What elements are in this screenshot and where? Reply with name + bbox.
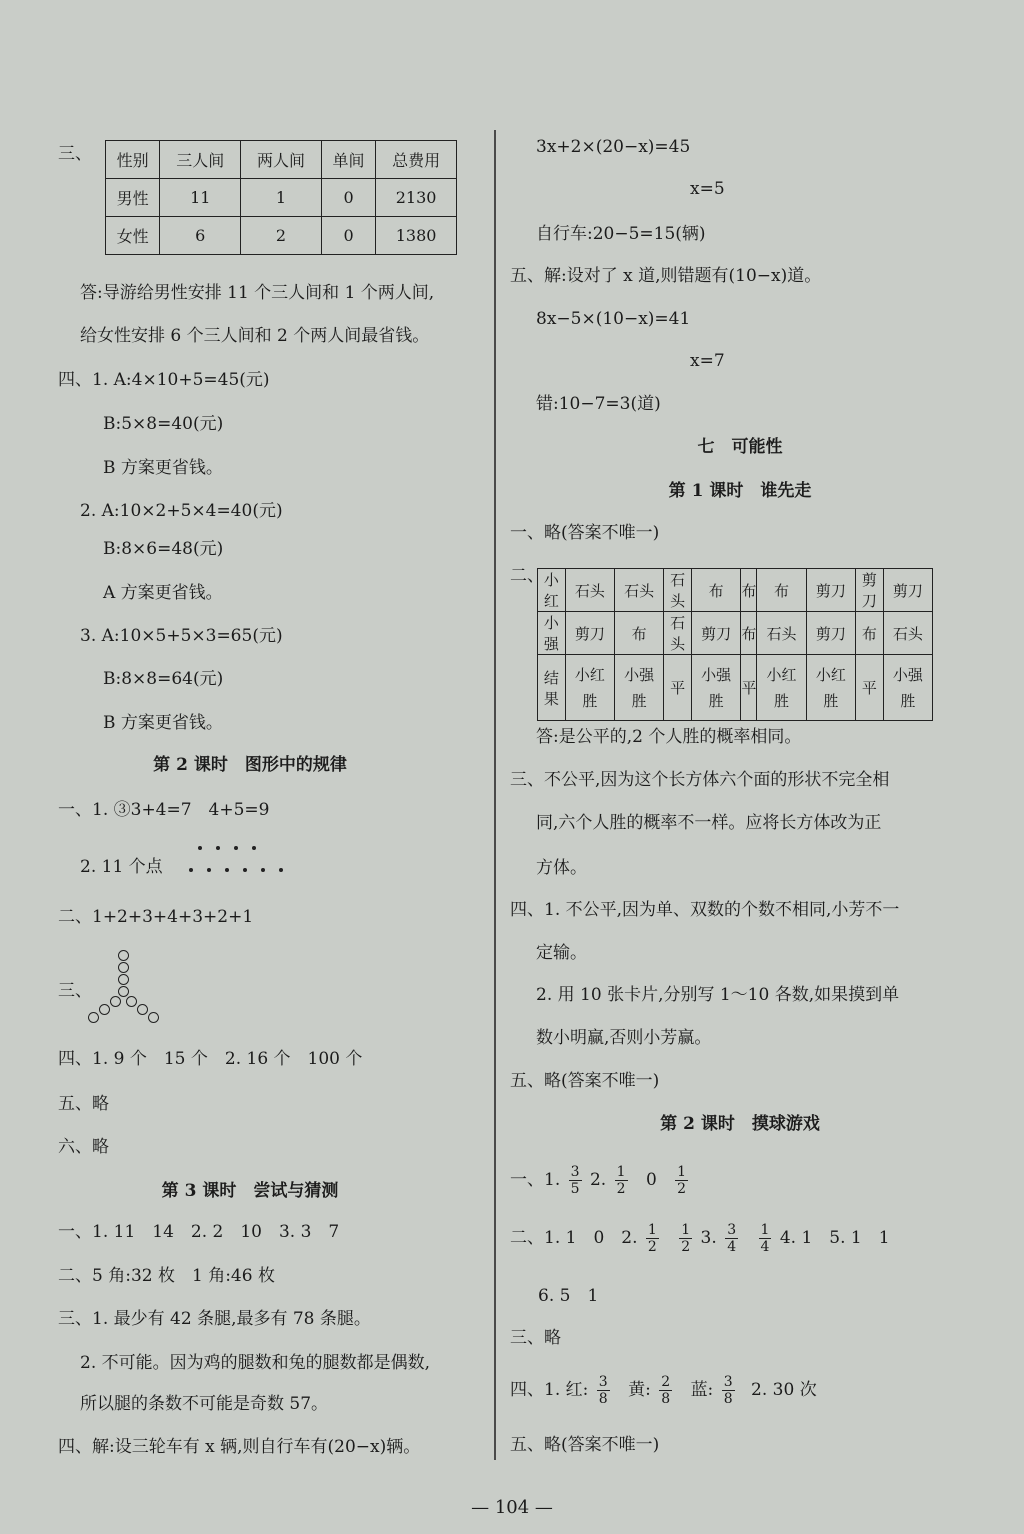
table-cell: 布: [741, 569, 757, 612]
table-cell: 2130: [376, 179, 457, 217]
dot: [225, 868, 229, 872]
answer-line: 五、略: [58, 1094, 109, 1114]
answer-line: 三、不公平,因为这个长方体六个面的形状不完全相: [510, 770, 890, 790]
circle: [118, 974, 129, 985]
numerator: 1: [760, 1222, 770, 1238]
table-header: 性别: [106, 141, 160, 179]
page-number: — 104 —: [471, 1497, 553, 1518]
answer-text: 一、1.: [510, 1170, 561, 1190]
dot: [207, 868, 211, 872]
denominator: 4: [727, 1239, 737, 1255]
answer-line: 五、略(答案不唯一): [510, 1071, 660, 1091]
table-cell: 石头: [664, 612, 692, 655]
table-cell: 11: [160, 179, 241, 217]
answer-text: 黄:: [628, 1380, 651, 1400]
fraction: [725, 1222, 738, 1255]
circle: [118, 986, 129, 997]
dot: [261, 868, 265, 872]
answer-line: 同,六个人胜的概率不一样。应将长方体改为正: [536, 813, 882, 833]
dot: [243, 868, 247, 872]
circle: [118, 950, 129, 961]
chapter-heading: 七 可能性: [697, 437, 783, 457]
table-cell: 小强胜: [615, 655, 664, 721]
lesson-heading: 第 3 课时 尝试与猜测: [161, 1181, 339, 1201]
table-cell: 0: [321, 179, 375, 217]
dot: [234, 846, 238, 850]
answer-line: 2. 不可能。因为鸡的腿数和兔的腿数都是偶数,: [80, 1353, 431, 1373]
circle: [137, 1004, 148, 1015]
numerator: 2: [661, 1374, 671, 1390]
answer-line: x=7: [690, 351, 725, 371]
denominator: 2: [677, 1181, 687, 1197]
answer-line: 五、略(答案不唯一): [510, 1435, 660, 1455]
lesson-heading: 第 2 课时 摸球游戏: [660, 1114, 820, 1134]
dot: [252, 846, 256, 850]
dot: [189, 868, 193, 872]
answer-text: 3.: [700, 1228, 717, 1248]
table-cell: 石头: [664, 569, 692, 612]
table-cell: 石头: [883, 612, 932, 655]
answer-line: 二、1+2+3+4+3+2+1: [58, 907, 254, 927]
answer-text: 蓝:: [690, 1380, 714, 1400]
answer-line: 四、1. 不公平,因为单、双数的个数不相同,小芳不一: [510, 900, 900, 920]
fraction: [659, 1374, 672, 1407]
answer-line: 三、略: [510, 1328, 561, 1348]
table-cell: 剪刀: [806, 612, 855, 655]
answer-line: B:8×6=48(元): [103, 539, 224, 559]
fraction: [759, 1222, 772, 1255]
answer-line: A 方案更省钱。: [103, 583, 223, 603]
answer-line: 三、1. 最少有 42 条腿,最多有 78 条腿。: [58, 1309, 371, 1329]
table-cell: 石头: [615, 569, 664, 612]
fraction: [646, 1222, 659, 1255]
table-cell: 布: [741, 612, 757, 655]
table-cell: 1: [241, 179, 322, 217]
circle: [88, 1012, 99, 1023]
table-cell: 布: [692, 569, 741, 612]
table-cell: 小红: [538, 569, 566, 612]
numerator: 3: [598, 1374, 608, 1390]
answer-line: 五、解:设对了 x 道,则错题有(10−x)道。: [510, 266, 822, 286]
table-cell: 平: [741, 655, 757, 721]
answer-text: 4. 1 5. 1 1: [779, 1228, 890, 1248]
answer-line: 六、略: [58, 1137, 109, 1157]
table-cell: 剪刀: [692, 612, 741, 655]
table-cell: 6: [160, 217, 241, 255]
numerator: 1: [677, 1164, 687, 1180]
column-divider: [494, 130, 496, 1460]
table-cell: 小红胜: [806, 655, 855, 721]
table-cell: 石头: [565, 569, 614, 612]
circle: [148, 1012, 159, 1023]
answer-line: B:5×8=40(元): [103, 414, 224, 434]
answer-line: 二、5 角:32 枚 1 角:46 枚: [58, 1266, 275, 1286]
dot-pattern: [188, 842, 298, 877]
fraction: [615, 1164, 628, 1197]
circle: [118, 962, 129, 973]
numerator: 1: [616, 1164, 626, 1180]
answer-line: 一、略(答案不唯一): [510, 523, 660, 543]
table-header: 两人间: [241, 141, 322, 179]
game-result-table: [537, 568, 933, 721]
answer-text: 四、1. 红:: [510, 1380, 589, 1400]
table-cell: 1380: [376, 217, 457, 255]
answer-line: 三、: [58, 981, 92, 1001]
answer-text: 0: [645, 1170, 657, 1190]
table-cell: 布: [757, 569, 806, 612]
table-cell: 女性: [106, 217, 160, 255]
answer-text: 二、1. 1 0 2.: [510, 1228, 638, 1248]
fraction: [722, 1374, 735, 1407]
table-cell: 小强胜: [692, 655, 741, 721]
table-cell: 布: [856, 612, 884, 655]
table-cell: 剪刀: [883, 569, 932, 612]
fraction: [569, 1164, 582, 1197]
answer-line: 自行车:20−5=15(辆): [536, 224, 706, 244]
table-cell: 小红胜: [757, 655, 806, 721]
answer-line: 8x−5×(10−x)=41: [536, 309, 691, 329]
denominator: 8: [723, 1391, 733, 1407]
answer-line: 给女性安排 6 个三人间和 2 个两人间最省钱。: [80, 326, 430, 346]
answer-line: 四、1. 9 个 15 个 2. 16 个 100 个: [58, 1049, 363, 1069]
answer-line: 错:10−7=3(道): [536, 394, 661, 414]
table-cell: 2: [241, 217, 322, 255]
answer-line: 四、解:设三轮车有 x 辆,则自行车有(20−x)辆。: [58, 1437, 421, 1457]
answer-line: 四、1. A:4×10+5=45(元): [58, 370, 270, 390]
numerator: 1: [681, 1222, 691, 1238]
answer-line: 二、: [510, 566, 544, 586]
dot: [198, 846, 202, 850]
room-cost-table: [105, 140, 457, 255]
table-cell: 小强: [538, 612, 566, 655]
denominator: 8: [661, 1391, 671, 1407]
table-cell: 0: [321, 217, 375, 255]
answer-line: 6. 5 1: [538, 1286, 599, 1306]
fraction: [597, 1374, 610, 1407]
numerator: 3: [727, 1222, 737, 1238]
answer-line: 一、1. 11 14 2. 2 10 3. 3 7: [58, 1222, 340, 1242]
numerator: 3: [723, 1374, 733, 1390]
fraction-answer-line: [510, 1160, 691, 1200]
fraction: [675, 1164, 688, 1197]
denominator: 8: [598, 1391, 608, 1407]
numerator: 1: [647, 1222, 657, 1238]
answer-line: 3. A:10×5+5×3=65(元): [80, 626, 283, 646]
answer-line: B 方案更省钱。: [103, 458, 223, 478]
table-cell: 剪刀: [565, 612, 614, 655]
fraction-answer-line: [510, 1370, 817, 1410]
answer-line: 2. A:10×2+5×4=40(元): [80, 501, 283, 521]
denominator: 2: [681, 1239, 691, 1255]
table-cell: 小强胜: [883, 655, 932, 721]
answer-line: 数小明赢,否则小芳赢。: [536, 1028, 712, 1048]
table-header: 单间: [321, 141, 375, 179]
answer-text: 2.: [589, 1170, 607, 1190]
circle: [110, 996, 121, 1007]
table-header: 总费用: [376, 141, 457, 179]
denominator: 4: [760, 1239, 770, 1255]
fraction-answer-line: [510, 1218, 890, 1258]
denominator: 2: [616, 1181, 626, 1197]
lesson-heading: 第 2 课时 图形中的规律: [153, 755, 347, 775]
table-cell: 结果: [538, 655, 566, 721]
answer-line: 定输。: [536, 943, 587, 963]
answer-line: 2. 用 10 张卡片,分别写 1～10 各数,如果摸到单: [536, 985, 900, 1005]
denominator: 2: [647, 1239, 657, 1255]
circle-pattern: [84, 948, 164, 1028]
dot: [216, 846, 220, 850]
table-cell: 小红胜: [565, 655, 614, 721]
numerator: 3: [570, 1164, 580, 1180]
answer-line: 答:是公平的,2 个人胜的概率相同。: [536, 727, 802, 747]
answer-text: 2. 30 次: [751, 1380, 817, 1400]
answer-line: 3x+2×(20−x)=45: [536, 137, 691, 157]
answer-line: 2. 11 个点: [80, 857, 163, 877]
fraction: [679, 1222, 692, 1255]
answer-line: 一、1. ③3+4=7 4+5=9: [58, 800, 270, 820]
circle: [126, 996, 137, 1007]
table-cell: 男性: [106, 179, 160, 217]
answer-line: B 方案更省钱。: [103, 713, 223, 733]
dot: [279, 868, 283, 872]
denominator: 5: [570, 1181, 580, 1197]
table-cell: 剪刀: [806, 569, 855, 612]
table-cell: 布: [615, 612, 664, 655]
answer-line: B:8×8=64(元): [103, 669, 224, 689]
table-cell: 石头: [757, 612, 806, 655]
answer-line: x=5: [690, 179, 725, 199]
table-cell: 平: [664, 655, 692, 721]
answer-line: 答:导游给男性安排 11 个三人间和 1 个两人间,: [80, 283, 435, 303]
table-header: 三人间: [160, 141, 241, 179]
answer-line: 所以腿的条数不可能是奇数 57。: [80, 1394, 329, 1414]
table-cell: 平: [856, 655, 884, 721]
answer-line: 方体。: [536, 858, 587, 878]
lesson-heading: 第 1 课时 谁先走: [668, 481, 812, 501]
circle: [99, 1004, 110, 1015]
section-label: 三、: [58, 144, 92, 164]
table-cell: 剪刀: [856, 569, 884, 612]
